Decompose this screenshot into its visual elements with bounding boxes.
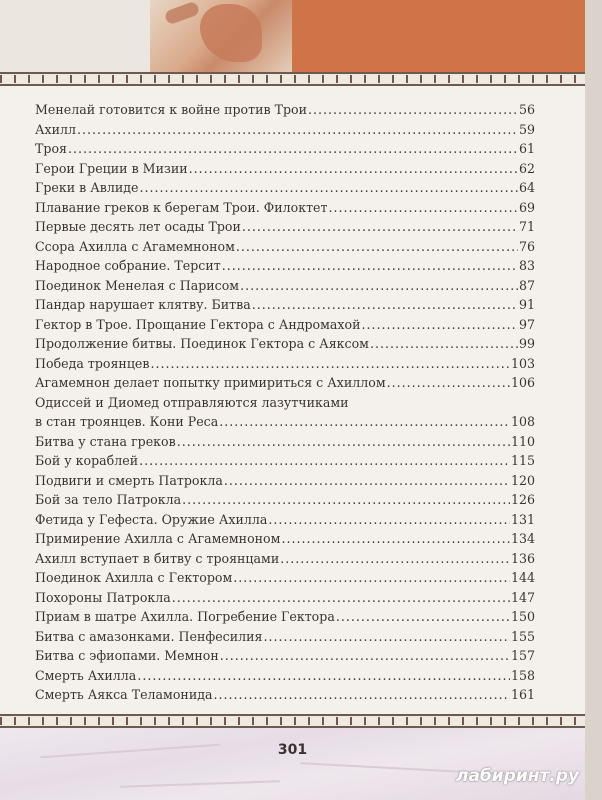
toc-entry-title: Битва с амазонками. Пенфесилия bbox=[35, 628, 263, 644]
toc-entry-page: 76 bbox=[518, 238, 535, 254]
toc-entry bbox=[35, 629, 535, 649]
toc-entry bbox=[35, 336, 535, 356]
toc-entry bbox=[35, 531, 535, 551]
toc-entry-page: 59 bbox=[518, 121, 535, 137]
toc-entry bbox=[35, 200, 535, 220]
toc-entry-page: 97 bbox=[518, 316, 535, 332]
toc-entry-title: Фетида у Гефеста. Оружие Ахилла bbox=[35, 511, 268, 527]
toc-entry bbox=[35, 219, 535, 239]
toc-dot-leader bbox=[182, 492, 510, 507]
toc-dot-leader bbox=[219, 414, 510, 429]
toc-dot-leader bbox=[77, 122, 518, 137]
toc-entry-page: 62 bbox=[518, 160, 535, 176]
toc-entry bbox=[35, 551, 535, 571]
toc-entry-title: Приам в шатре Ахилла. Погребение Гектора bbox=[35, 609, 335, 624]
toc-entry-page: 136 bbox=[510, 550, 535, 566]
toc-entry-page: 71 bbox=[518, 219, 535, 234]
toc-entry-page: 61 bbox=[518, 141, 535, 156]
toc-entry bbox=[35, 668, 535, 688]
toc-entry-title: Битва у стана греков bbox=[35, 433, 176, 449]
toc-entry-page: 161 bbox=[510, 687, 535, 702]
toc-entry-title: Одиссей и Диомед отправляются лазутчиками bbox=[35, 394, 349, 410]
toc-entry-title: Похороны Патрокла bbox=[35, 589, 171, 605]
toc-entry bbox=[35, 297, 535, 317]
toc-entry-title: Ахилл вступает в битву с троянцами bbox=[35, 550, 280, 566]
toc-dot-leader bbox=[362, 317, 518, 332]
toc-entry-page: 126 bbox=[510, 492, 535, 507]
table-of-contents bbox=[35, 102, 535, 707]
toc-entry-page: 106 bbox=[510, 375, 535, 390]
toc-dot-leader bbox=[268, 512, 510, 527]
toc-dot-leader bbox=[189, 161, 518, 176]
toc-entry-title: Ссора Ахилла с Агамемноном bbox=[35, 238, 235, 254]
toc-dot-leader bbox=[263, 629, 510, 644]
toc-entry-title: Ахилл bbox=[35, 121, 77, 137]
toc-entry bbox=[35, 453, 535, 473]
toc-dot-leader bbox=[328, 200, 518, 215]
greek-key-border-bottom bbox=[0, 714, 585, 728]
toc-entry bbox=[35, 317, 535, 337]
page-edge bbox=[585, 0, 602, 800]
toc-entry-page: 87 bbox=[518, 277, 535, 293]
toc-entry bbox=[35, 141, 535, 161]
toc-dot-leader bbox=[220, 648, 510, 663]
toc-entry-title: Народное собрание. Терсит bbox=[35, 258, 221, 273]
toc-entry-title: в стан троянцев. Кони Реса bbox=[35, 414, 219, 429]
greek-key-border-top bbox=[0, 72, 585, 86]
toc-entry bbox=[35, 102, 535, 122]
toc-entry-page: 120 bbox=[510, 472, 535, 488]
toc-entry-title: Смерть Ахилла bbox=[35, 667, 137, 683]
toc-dot-leader bbox=[242, 219, 518, 234]
site-watermark: лабиринт.ру bbox=[456, 766, 580, 786]
page-number: 301 bbox=[277, 742, 308, 758]
toc-entry-title: Поединок Ахилла с Гектором bbox=[35, 570, 233, 585]
toc-entry bbox=[35, 492, 535, 512]
toc-entry-title: Агамемнон делает попытку примириться с Ахиллом bbox=[35, 375, 386, 390]
toc-entry bbox=[35, 180, 535, 200]
toc-entry-page: 108 bbox=[510, 414, 535, 429]
toc-entry-title: Продолжение битвы. Поединок Гектора с Аяксом bbox=[35, 336, 369, 351]
toc-entry bbox=[35, 395, 535, 434]
toc-entry bbox=[35, 356, 535, 376]
toc-entry-title: Менелай готовится к войне против Трои bbox=[35, 102, 308, 117]
toc-entry-title: Победа троянцев bbox=[35, 355, 150, 371]
toc-entry-title: Троя bbox=[35, 141, 67, 156]
toc-dot-leader bbox=[150, 356, 509, 371]
toc-dot-leader bbox=[308, 102, 518, 117]
toc-entry-page: 110 bbox=[510, 433, 535, 449]
toc-dot-leader bbox=[387, 375, 510, 390]
toc-dot-leader bbox=[222, 258, 518, 273]
toc-entry-continuation bbox=[35, 414, 535, 434]
toc-dot-leader bbox=[139, 453, 510, 468]
toc-entry-page: 155 bbox=[510, 628, 535, 644]
toc-entry-page: 64 bbox=[518, 180, 535, 195]
toc-entry-title: Греки в Авлиде bbox=[35, 180, 139, 195]
toc-entry-title: Подвиги и смерть Патрокла bbox=[35, 472, 223, 488]
toc-dot-leader bbox=[137, 668, 510, 683]
toc-entry-page: 115 bbox=[510, 453, 535, 468]
toc-entry-title: Поединок Менелая с Парисом bbox=[35, 277, 240, 293]
toc-entry-title: Пандар нарушает клятву. Битва bbox=[35, 297, 251, 312]
toc-entry-page: 91 bbox=[518, 297, 535, 312]
toc-entry-title: Смерть Аякса Теламонида bbox=[35, 687, 213, 702]
toc-entry-page: 103 bbox=[510, 355, 535, 371]
toc-dot-leader bbox=[233, 570, 510, 585]
toc-dot-leader bbox=[213, 687, 509, 702]
toc-entry-page: 83 bbox=[518, 258, 535, 273]
toc-entry-page: 56 bbox=[518, 102, 535, 117]
toc-entry bbox=[35, 375, 535, 395]
toc-entry-title: Герои Греции в Мизии bbox=[35, 160, 188, 176]
toc-entry-page: 144 bbox=[510, 570, 535, 585]
toc-dot-leader bbox=[224, 473, 510, 488]
toc-entry-title: Бой за тело Патрокла bbox=[35, 492, 182, 507]
marbled-footer bbox=[0, 728, 585, 800]
toc-entry-page: 150 bbox=[510, 609, 535, 624]
toc-dot-leader bbox=[172, 590, 510, 605]
toc-entry bbox=[35, 278, 535, 298]
toc-entry-title: Плавание греков к берегам Трои. Филоктет bbox=[35, 199, 328, 215]
toc-dot-leader bbox=[370, 336, 518, 351]
toc-dot-leader bbox=[252, 297, 518, 312]
toc-entry-page: 147 bbox=[510, 589, 535, 605]
toc-entry bbox=[35, 239, 535, 259]
toc-entry bbox=[35, 258, 535, 278]
toc-entry bbox=[35, 512, 535, 532]
toc-dot-leader bbox=[280, 551, 510, 566]
toc-entry-title: Примирение Ахилла с Агамемноном bbox=[35, 531, 281, 546]
toc-dot-leader bbox=[336, 609, 510, 624]
toc-dot-leader bbox=[281, 531, 510, 546]
terracotta-panel bbox=[292, 0, 585, 72]
toc-entry-page: 69 bbox=[518, 199, 535, 215]
toc-entry bbox=[35, 122, 535, 142]
toc-dot-leader bbox=[240, 278, 518, 293]
toc-dot-leader bbox=[68, 141, 518, 156]
toc-entry-page: 99 bbox=[518, 336, 535, 351]
toc-entry-page: 157 bbox=[510, 648, 535, 663]
toc-entry-title: Битва с эфиопами. Мемнон bbox=[35, 648, 219, 663]
toc-entry-page: 131 bbox=[510, 511, 535, 527]
toc-entry-title: Бой у кораблей bbox=[35, 453, 139, 468]
toc-entry-title: Первые десять лет осады Трои bbox=[35, 219, 241, 234]
toc-entry-page: 158 bbox=[510, 667, 535, 683]
toc-entry-page: 134 bbox=[510, 531, 535, 546]
toc-entry bbox=[35, 473, 535, 493]
toc-entry bbox=[35, 687, 535, 707]
toc-entry bbox=[35, 161, 535, 181]
toc-dot-leader bbox=[139, 180, 518, 195]
toc-entry bbox=[35, 648, 535, 668]
toc-entry-title: Гектор в Трое. Прощание Гектора с Андромахой bbox=[35, 316, 361, 332]
marble-vein bbox=[120, 780, 280, 788]
toc-entry bbox=[35, 590, 535, 610]
toc-dot-leader bbox=[177, 434, 510, 449]
toc-dot-leader bbox=[236, 239, 518, 254]
toc-entry bbox=[35, 434, 535, 454]
toc-entry bbox=[35, 570, 535, 590]
top-illustration-strip bbox=[0, 0, 602, 80]
toc-entry bbox=[35, 609, 535, 629]
